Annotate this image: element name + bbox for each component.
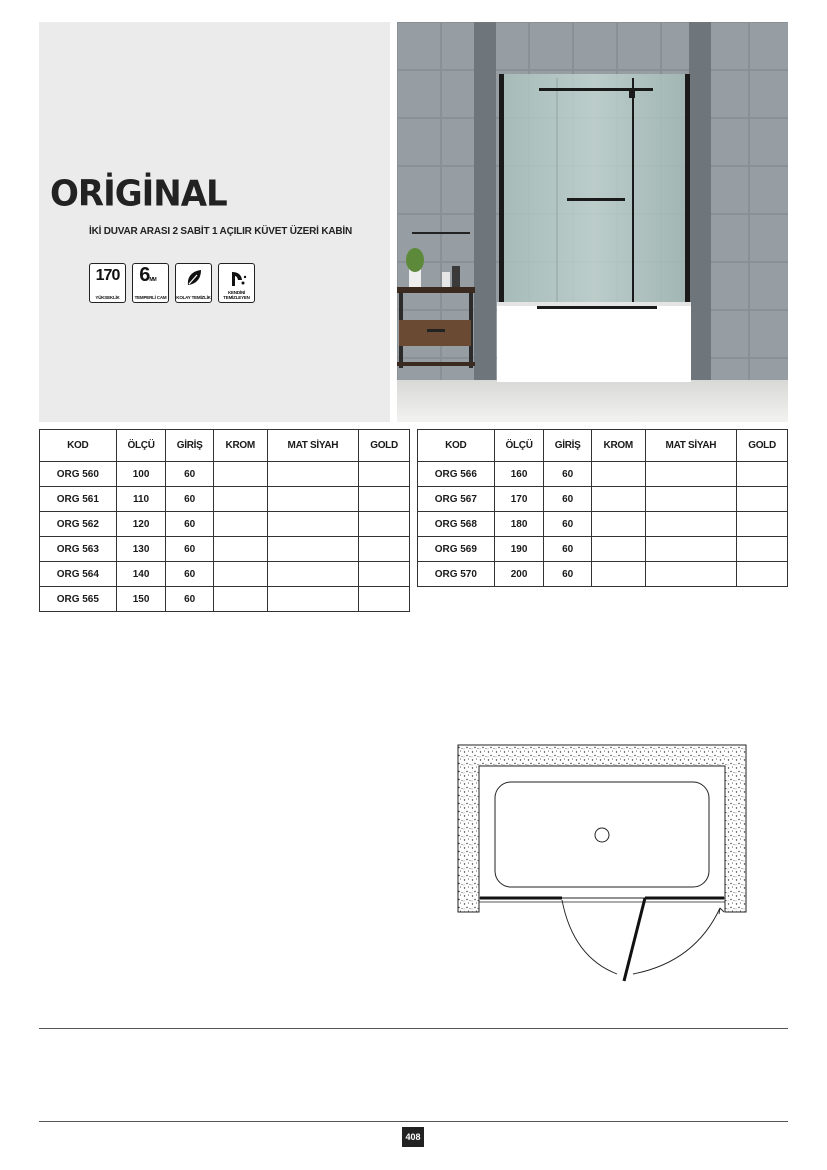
cell-giris: 60 (544, 462, 591, 487)
product-brand-title: ORİGİNAL (50, 173, 227, 215)
header-krom: KROM (213, 430, 267, 462)
cell-gold (359, 537, 410, 562)
cell-olcu: 200 (494, 562, 544, 587)
height-badge (89, 263, 126, 303)
cell-mat-siyah (267, 487, 359, 512)
cell-krom (591, 562, 645, 587)
cell-giris: 60 (166, 537, 213, 562)
cell-mat-siyah (267, 562, 359, 587)
cell-gold (359, 562, 410, 587)
table-row (40, 487, 410, 512)
table-header-row (40, 430, 410, 462)
cell-giris: 60 (166, 512, 213, 537)
page-number: 408 (402, 1127, 424, 1147)
cell-krom (591, 537, 645, 562)
cell-kod: ORG 568 (418, 512, 495, 537)
table-row (40, 562, 410, 587)
cell-olcu: 120 (116, 512, 166, 537)
table-row (418, 562, 788, 587)
product-photo (397, 22, 788, 422)
cell-giris: 60 (166, 462, 213, 487)
cell-gold (359, 462, 410, 487)
price-table-left (39, 429, 410, 612)
cell-mat-siyah (267, 462, 359, 487)
header-giris: GİRİŞ (544, 430, 591, 462)
cell-gold (737, 462, 788, 487)
cell-mat-siyah (267, 537, 359, 562)
table-row (418, 537, 788, 562)
cell-krom (213, 512, 267, 537)
header-olcu: ÖLÇÜ (494, 430, 544, 462)
product-subtitle: İKİ DUVAR ARASI 2 SABİT 1 AÇILIR KÜVET ÜZERİ KABİN (89, 226, 352, 237)
cell-mat-siyah (645, 487, 737, 512)
cell-krom (213, 587, 267, 612)
feature-badges (89, 263, 255, 303)
cell-giris: 60 (544, 487, 591, 512)
cell-krom (213, 537, 267, 562)
cell-mat-siyah (645, 562, 737, 587)
cell-kod: ORG 567 (418, 487, 495, 512)
cell-giris: 60 (544, 562, 591, 587)
header-olcu: ÖLÇÜ (116, 430, 166, 462)
self-clean-caption: KENDİNİ TEMİZLEYEN (223, 290, 250, 300)
cell-krom (591, 512, 645, 537)
header-mat-siyah: MAT SİYAH (645, 430, 737, 462)
cell-kod: ORG 562 (40, 512, 117, 537)
cell-krom (591, 462, 645, 487)
table-row (40, 512, 410, 537)
easy-clean-badge (175, 263, 212, 303)
cell-olcu: 150 (116, 587, 166, 612)
header-krom: KROM (591, 430, 645, 462)
table-row (418, 462, 788, 487)
cell-giris: 60 (166, 487, 213, 512)
easy-clean-caption: KOLAY TEMİZLİK (176, 295, 211, 300)
cell-mat-siyah (267, 587, 359, 612)
table-row (40, 587, 410, 612)
table-row (40, 462, 410, 487)
cell-olcu: 130 (116, 537, 166, 562)
leaf-eco-icon (185, 268, 204, 288)
cell-kod: ORG 569 (418, 537, 495, 562)
cell-olcu: 100 (116, 462, 166, 487)
shower-cabin-photo (397, 22, 788, 422)
cell-gold (737, 487, 788, 512)
glass-thickness-badge (132, 263, 169, 303)
cell-olcu: 190 (494, 537, 544, 562)
cell-kod: ORG 560 (40, 462, 117, 487)
cell-giris: 60 (544, 537, 591, 562)
cell-kod: ORG 566 (418, 462, 495, 487)
glass-thickness-unit: MM (149, 277, 156, 283)
cell-gold (737, 512, 788, 537)
water-drop-icon (228, 268, 248, 288)
header-gold: GOLD (359, 430, 410, 462)
cell-krom (213, 462, 267, 487)
header-kod: KOD (418, 430, 495, 462)
footer-line (39, 1121, 788, 1122)
cell-mat-siyah (645, 537, 737, 562)
table-row (418, 487, 788, 512)
cell-mat-siyah (645, 512, 737, 537)
height-caption: YÜKSEKLİK (95, 295, 120, 300)
cell-gold (737, 537, 788, 562)
cell-gold (359, 512, 410, 537)
cell-giris: 60 (166, 562, 213, 587)
price-table-right (417, 429, 788, 587)
header-giris: GİRİŞ (166, 430, 213, 462)
table-row (40, 537, 410, 562)
cell-olcu: 140 (116, 562, 166, 587)
cell-kod: ORG 564 (40, 562, 117, 587)
cell-krom (213, 562, 267, 587)
cell-olcu: 110 (116, 487, 166, 512)
installation-plan-diagram (455, 742, 750, 987)
cell-krom (591, 487, 645, 512)
glass-thickness-value: 6 (139, 264, 150, 286)
header-gold: GOLD (737, 430, 788, 462)
height-value: 170 (95, 267, 120, 284)
header-mat-siyah: MAT SİYAH (267, 430, 359, 462)
cell-gold (737, 562, 788, 587)
cell-kod: ORG 565 (40, 587, 117, 612)
self-clean-badge (218, 263, 255, 303)
hero-info-panel (39, 22, 390, 422)
cell-olcu: 180 (494, 512, 544, 537)
cell-olcu: 170 (494, 487, 544, 512)
cell-gold (359, 587, 410, 612)
header-kod: KOD (40, 430, 117, 462)
cell-giris: 60 (166, 587, 213, 612)
cell-mat-siyah (267, 512, 359, 537)
cell-kod: ORG 561 (40, 487, 117, 512)
table-header-row (418, 430, 788, 462)
cell-krom (213, 487, 267, 512)
cell-olcu: 160 (494, 462, 544, 487)
glass-thickness-caption: TEMPERLİ CAM (134, 295, 167, 300)
cell-giris: 60 (544, 512, 591, 537)
cell-gold (359, 487, 410, 512)
divider-line (39, 1028, 788, 1029)
cell-kod: ORG 570 (418, 562, 495, 587)
cell-mat-siyah (645, 462, 737, 487)
cell-kod: ORG 563 (40, 537, 117, 562)
table-row (418, 512, 788, 537)
